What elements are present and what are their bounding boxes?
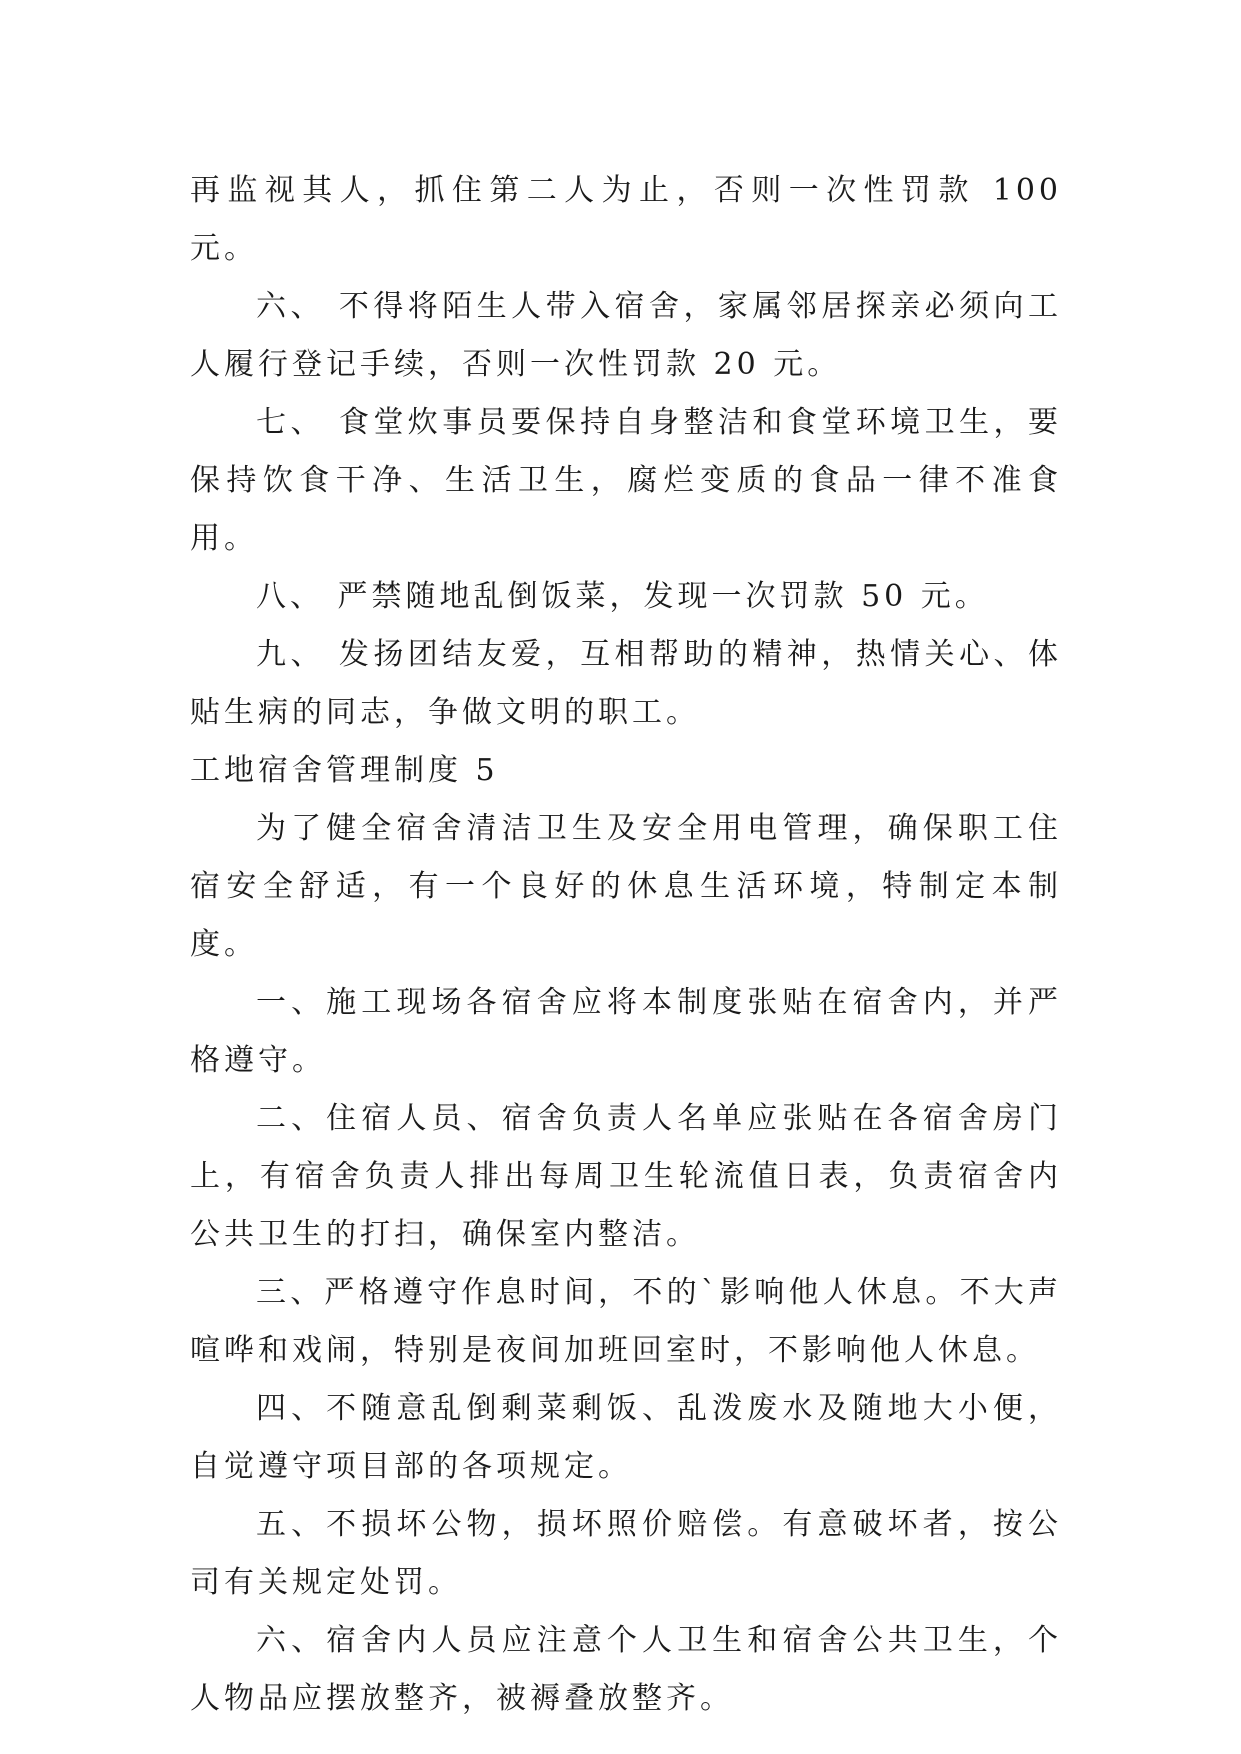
paragraph-item-4: 四、不随意乱倒剩菜剩饭、乱泼废水及随地大小便，自觉遵守项目部的各项规定。 <box>190 1391 1062 1484</box>
paragraph-fine-continuation: 再监视其人，抓住第二人为止，否则一次性罚款 100 元。 <box>190 173 1062 266</box>
paragraph-item-3: 三、严格遵守作息时间，不的`影响他人休息。不大声喧哗和戏闹，特别是夜间加班回室时，不影响他人休息。 <box>190 1275 1062 1368</box>
document-body <box>190 162 1062 1728</box>
paragraph-rule-8-food-waste: 八、 严禁随地乱倒饭菜，发现一次罚款 50 元。 <box>256 579 989 614</box>
paragraph-rule-9-unity: 九、 发扬团结友爱，互相帮助的精神，热情关心、体贴生病的同志，争做文明的职工。 <box>190 637 1062 730</box>
paragraph-item-5: 五、不损坏公物，损坏照价赔偿。有意破坏者，按公司有关规定处罚。 <box>190 1507 1062 1600</box>
paragraph-rule-6-visitors: 六、 不得将陌生人带入宿舍，家属邻居探亲必须向工人履行登记手续，否则一次性罚款 20 元。 <box>190 289 1062 382</box>
paragraph-item-6: 六、宿舍内人员应注意个人卫生和宿舍公共卫生，个人物品应摆放整齐，被褥叠放整齐。 <box>190 1623 1062 1716</box>
paragraph-item-1: 一、施工现场各宿舍应将本制度张贴在宿舍内，并严格遵守。 <box>190 985 1062 1078</box>
paragraph-purpose: 为了健全宿舍清洁卫生及安全用电管理，确保职工住宿安全舒适，有一个良好的休息生活环境，特制定本制度。 <box>190 811 1062 962</box>
section-heading: 工地宿舍管理制度 5 <box>190 753 499 788</box>
paragraph-item-2: 二、住宿人员、宿舍负责人名单应张贴在各宿舍房门上，有宿舍负责人排出每周卫生轮流值日表，负责宿舍内公共卫生的打扫，确保室内整洁。 <box>190 1101 1062 1252</box>
paragraph-rule-7-canteen: 七、 食堂炊事员要保持自身整洁和食堂环境卫生，要保持饮食干净、生活卫生，腐烂变质的食品一律不准食用。 <box>190 405 1062 556</box>
